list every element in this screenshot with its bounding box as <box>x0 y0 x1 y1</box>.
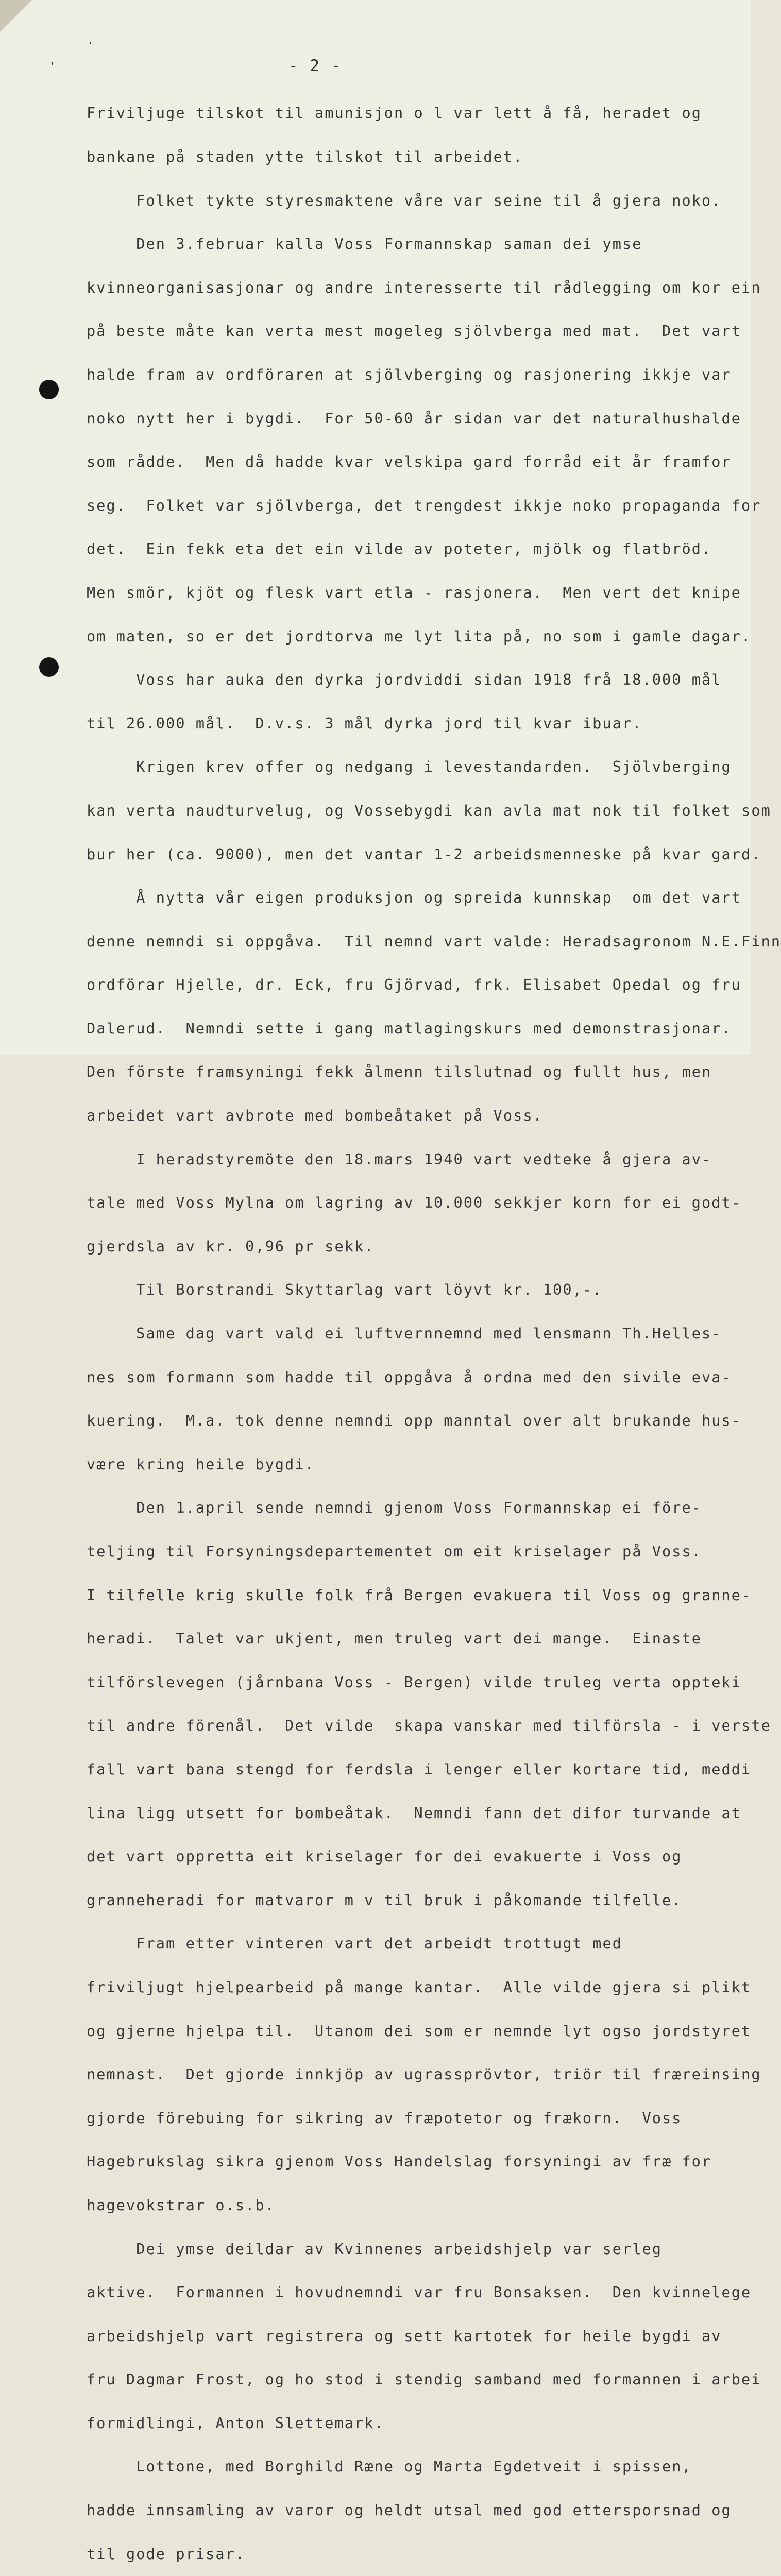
text-line: halde fram av ordföraren at sjölvberging og rasjonering ikkje var <box>87 366 732 383</box>
text-line: som rådde. Men då hadde kvar velskipa gard forråd eit år framfor <box>87 453 732 471</box>
text-line: friviljugt hjelpearbeid på mange kantar. Alle vilde gjera si plikt <box>87 1978 752 1996</box>
text-line: bur her (ca. 9000), men det vantar 1-2 arbeidsmenneske på kvar gard. <box>87 845 761 863</box>
text-line: aktive. Formannen i hovudnemndi var fru Bonsaksen. Den kvinnelege <box>87 2284 752 2301</box>
text-line: være kring heile bygdi. <box>87 1455 315 1473</box>
folded-corner <box>0 0 32 32</box>
text-line: til andre förenål. Det vilde skapa vanskar med tilförsla - i verste <box>87 1717 771 1735</box>
text-line: seg. Folket var sjölvberga, det trengdest ikkje noko propaganda for <box>87 497 761 514</box>
typewritten-body <box>87 77 781 2576</box>
text-line: kvinneorganisasjonar og andre interesserte til rådlegging om kor ein <box>87 279 761 296</box>
text-line: Dalerud. Nemndi sette i gang matlagingskurs med demonstrasjonar. <box>87 1020 732 1037</box>
punch-hole <box>39 380 59 399</box>
text-line: gjorde förebuing for sikring av fræpotetor og frækorn. Voss <box>87 2109 682 2127</box>
text-line: Lottone, med Borghild Ræne og Marta Egdetveit i spissen, <box>87 2458 692 2476</box>
text-line: Voss har auka den dyrka jordviddi sidan 1918 frå 18.000 mål <box>87 671 722 689</box>
text-line: tilförslevegen (jårnbana Voss - Bergen) vilde truleg verta oppteki <box>87 1673 742 1691</box>
text-line: og gjerne hjelpa til. Utanom dei som er nemnde lyt ogso jordstyret <box>87 2022 752 2040</box>
text-line: det. Ein fekk eta det ein vilde av poteter, mjölk og flatbröd. <box>87 540 712 558</box>
text-line: tale med Voss Mylna om lagring av 10.000 sekkjer korn for ei godt- <box>87 1194 742 1212</box>
text-line: Friviljuge tilskot til amunisjon o l var lett å få, heradet og <box>87 105 702 122</box>
text-line: fru Dagmar Frost, og ho stod i stendig samband med formannen i arbei <box>87 2371 761 2388</box>
text-line: arbeidet vart avbrote med bombeåtaket på Voss. <box>87 1107 543 1125</box>
page-number: - 2 - <box>288 57 342 75</box>
text-line: ordförar Hjelle, dr. Eck, fru Gjörvad, frk. Elisabet Opedal og fru <box>87 976 742 994</box>
text-line: det vart oppretta eit kriselager for dei evakuerte i Voss og <box>87 1848 682 1866</box>
text-line: denne nemndi si oppgåva. Til nemnd vart valde: Heradsagronom N.E.Finn <box>87 933 781 950</box>
text-line: Til Borstrandi Skyttarlag vart löyvt kr. 100,-. <box>87 1281 603 1299</box>
text-line: I heradstyremöte den 18.mars 1940 vart vedteke å gjera av- <box>87 1150 712 1168</box>
text-line: Å nytta vår eigen produksjon og spreida kunnskap om det vart <box>87 889 742 907</box>
text-line: til 26.000 mål. D.v.s. 3 mål dyrka jord til kvar ibuar. <box>87 715 642 732</box>
text-line: Folket tykte styresmaktene våre var seine til å gjera noko. <box>87 192 722 209</box>
text-line: kuering. M.a. tok denne nemndi opp manntal over alt brukande hus- <box>87 1412 742 1430</box>
text-line: lina ligg utsett for bombeåtak. Nemndi fann det difor turvande at <box>87 1804 742 1822</box>
text-line: Fram etter vinteren vart det arbeidt trottugt med <box>87 1935 622 1953</box>
text-line: Den förste framsyningi fekk ålmenn tilslutnad og fullt hus, men <box>87 1063 712 1081</box>
text-line: nemnast. Det gjorde innkjöp av ugrassprövtor, triör til fræreinsing <box>87 2066 761 2083</box>
text-line: gjerdsla av kr. 0,96 pr sekk. <box>87 1238 375 1255</box>
text-line: kan verta naudturvelug, og Vossebygdi kan avla mat nok til folket som <box>87 802 771 819</box>
text-line: bankane på staden ytte tilskot til arbeidet. <box>87 148 523 165</box>
text-line: Den 1.april sende nemndi gjenom Voss Formannskap ei före- <box>87 1499 702 1517</box>
text-line: hadde innsamling av varor og heldt utsal med god ettersporsnad og <box>87 2502 732 2519</box>
text-line: Krigen krev offer og nedgang i levestandarden. Sjölvberging <box>87 758 732 776</box>
text-line: på beste måte kan verta mest mogeleg sjölvberga med mat. Det vart <box>87 323 742 340</box>
text-line: Den 3.februar kalla Voss Formannskap saman dei ymse <box>87 235 642 253</box>
margin-mark: ' <box>49 61 55 72</box>
text-line: fall vart bana stengd for ferdsla i lenger eller kortare tid, meddi <box>87 1760 752 1778</box>
text-line: arbeidshjelp vart registrera og sett kartotek for heile bygdi av <box>87 2327 722 2345</box>
text-line: nes som formann som hadde til oppgåva å ordna med den sivile eva- <box>87 1368 732 1386</box>
text-line: granneheradi for matvaror m v til bruk i påkomande tilfelle. <box>87 1891 682 1909</box>
text-line: noko nytt her i bygdi. For 50-60 år sidan var det naturalhushalde <box>87 410 742 427</box>
text-line: teljing til Forsyningsdepartementet om eit kriselager på Voss. <box>87 1543 702 1560</box>
text-line: Hagebrukslag sikra gjenom Voss Handelslag forsyningi av fræ for <box>87 2153 712 2171</box>
text-line: hagevokstrar o.s.b. <box>87 2196 275 2214</box>
text-line: Same dag vart vald ei luftvernnemnd med lensmann Th.Helles- <box>87 1325 722 1343</box>
text-line: Men smör, kjöt og flesk vart etla - rasjonera. Men vert det knipe <box>87 584 742 601</box>
text-line: I tilfelle krig skulle folk frå Bergen evakuera til Voss og granne- <box>87 1586 752 1604</box>
punch-hole <box>39 657 59 677</box>
text-line: om maten, so er det jordtorva me lyt lita på, no som i gamle dagar. <box>87 628 752 645</box>
text-line: formidlingi, Anton Slettemark. <box>87 2414 384 2432</box>
text-line: til gode prisar. <box>87 2545 246 2563</box>
margin-mark: ' <box>88 40 93 51</box>
text-line: Dei ymse deildar av Kvinnenes arbeidshjelp var serleg <box>87 2240 662 2258</box>
text-line: heradi. Talet var ukjent, men truleg vart dei mange. Einaste <box>87 1630 702 1648</box>
